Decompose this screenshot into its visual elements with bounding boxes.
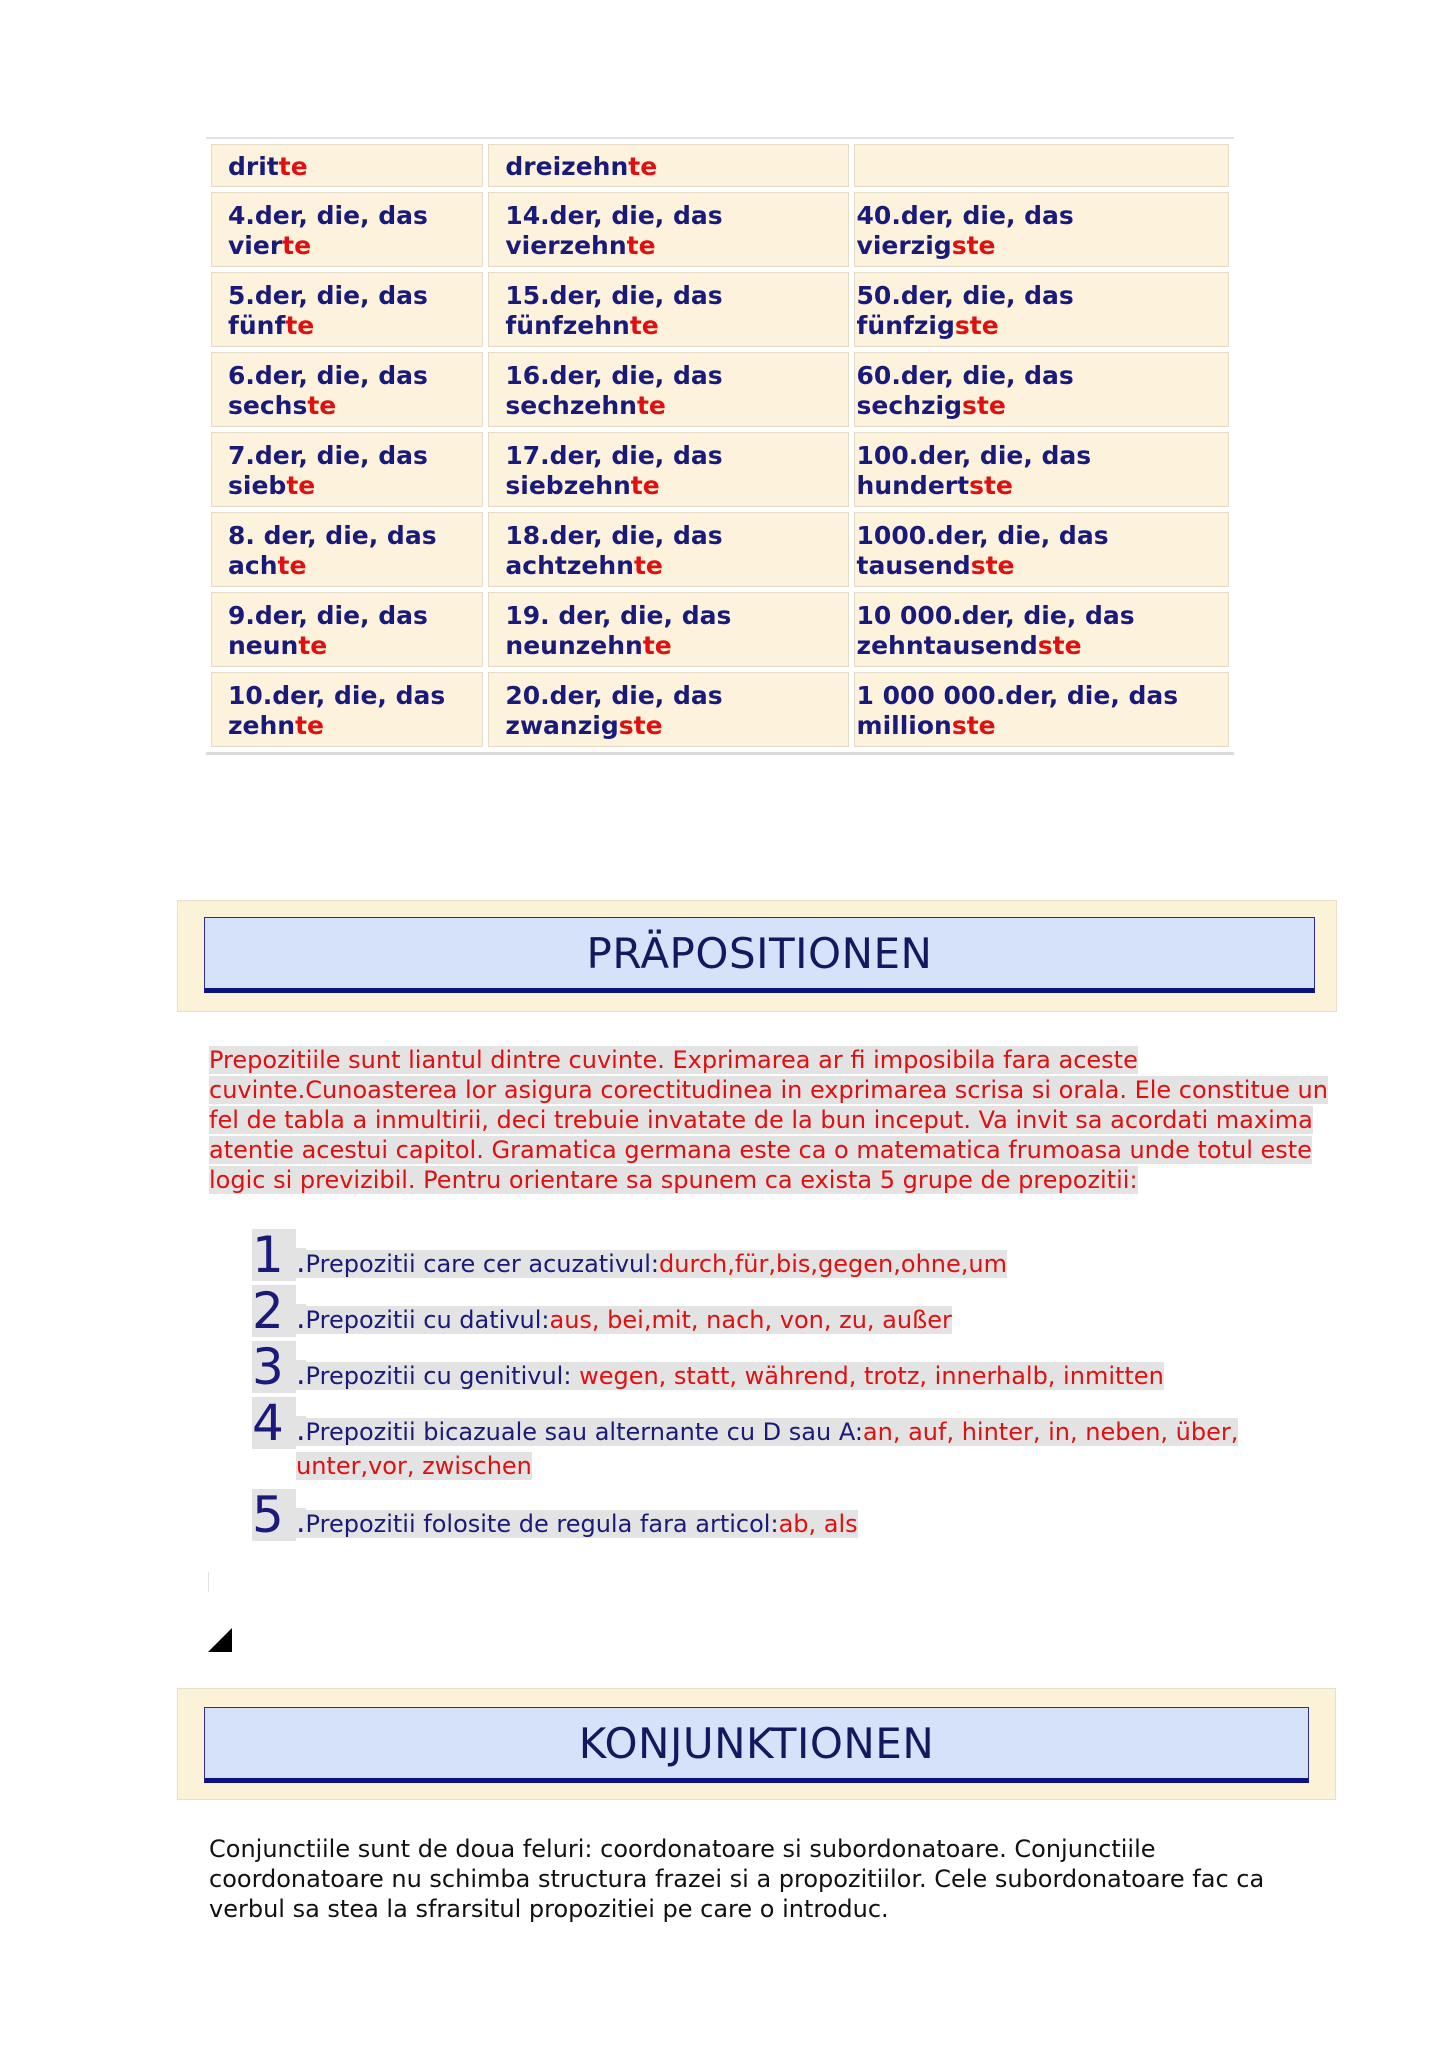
- list-number: 2: [252, 1285, 296, 1337]
- table-cell: [854, 144, 1229, 187]
- table-cell: 60.der, die, das sechzigste: [854, 352, 1229, 427]
- table-cell: 15.der, die, das fünfzehnte: [488, 272, 848, 347]
- section-title: KONJUNKTIONEN: [578, 1718, 935, 1768]
- list-item: 2 . Prepozitii cu dativul:aus, bei,mit, nach, von, zu, außer: [252, 1282, 952, 1340]
- intro-line: atentie acestui capitol. Gramatica germana este ca o matematica frumoasa unde totul este: [209, 1136, 1312, 1164]
- group-examples: ab, als: [778, 1510, 858, 1538]
- list-number: 1: [252, 1229, 296, 1281]
- table-row: [211, 592, 1229, 667]
- konjunktionen-title-box: [204, 1707, 1309, 1783]
- praepositionen-title-box: [204, 917, 1315, 993]
- group-label: Prepozitii care cer acuzativul:: [305, 1250, 660, 1278]
- list-number: 3: [252, 1341, 296, 1393]
- list-number: 5: [252, 1489, 296, 1541]
- group-examples: aus, bei,mit, nach, von, zu, außer: [549, 1306, 952, 1334]
- group-examples: durch,für,bis,gegen,ohne,um: [659, 1250, 1007, 1278]
- group-label: Prepozitii bicazuale sau alternante cu D sau A:: [305, 1418, 863, 1446]
- group-label: Prepozitii cu dativul:: [305, 1306, 550, 1334]
- intro-line: cuvinte.Cunoasterea lor asigura corectitudinea in exprimarea scrisa si orala. Ele constitue un: [209, 1076, 1328, 1104]
- text-line: Conjunctiile sunt de doua feluri: coordonatoare si subordonatoare. Conjunctiile: [209, 1835, 1156, 1863]
- table-cell: 10 000.der, die, das zehntausendste: [854, 592, 1229, 667]
- table-row: [211, 144, 1229, 187]
- konjunktionen-text: [209, 1834, 1359, 1924]
- table-row: [211, 432, 1229, 507]
- list-item-continuation: [252, 1449, 1312, 1485]
- praepositionen-intro: [209, 1045, 1369, 1195]
- table-cell: 6.der, die, das sechste: [211, 352, 483, 427]
- text-line: verbul sa stea la sfrarsitul propozitiei pe care o introduc.: [209, 1895, 889, 1923]
- list-number: 4: [252, 1397, 296, 1449]
- table-cell: dreizehnte: [488, 144, 848, 187]
- intro-line: logic si previzibil. Pentru orientare sa spunem ca exista 5 grupe de prepozitii:: [209, 1166, 1138, 1194]
- table-cell: 9.der, die, das neunte: [211, 592, 483, 667]
- preposition-groups-list: [252, 1225, 1312, 1544]
- table-cell: 100.der, die, das hundertste: [854, 432, 1229, 507]
- group-examples: an, auf, hinter, in, neben, über,: [862, 1418, 1239, 1446]
- list-item: 3 . Prepozitii cu genitivul: wegen, statt, während, trotz, innerhalb, inmitten: [252, 1338, 1164, 1396]
- intro-line: Prepozitiile sunt liantul dintre cuvinte. Exprimarea ar fi imposibila fara aceste: [209, 1046, 1138, 1074]
- table-cell: 20.der, die, das zwanzigste: [488, 672, 848, 747]
- table-cell: 16.der, die, das sechzehnte: [488, 352, 848, 427]
- list-item: 1 . Prepozitii care cer acuzativul:durch,für,bis,gegen,ohne,um: [252, 1226, 1007, 1284]
- list-item: 5 . Prepozitii folosite de regula fara articol:ab, als: [252, 1486, 858, 1544]
- list-item: 4 . Prepozitii bicazuale sau alternante cu D sau A:an, auf, hinter, in, neben, über,: [252, 1394, 1239, 1452]
- konjunktionen-banner: [177, 1688, 1336, 1800]
- table-cell: 14.der, die, das vierzehnte: [488, 192, 848, 267]
- table-cell: 1 000 000.der, die, das millionste: [854, 672, 1229, 747]
- table-cell: 8. der, die, das achte: [211, 512, 483, 587]
- table-cell: 10.der, die, das zehnte: [211, 672, 483, 747]
- table-row: [211, 352, 1229, 427]
- group-examples: wegen, statt, während, trotz, innerhalb, inmitten: [579, 1362, 1164, 1390]
- table-cell: 40.der, die, das vierzigste: [854, 192, 1229, 267]
- table-cell: 17.der, die, das siebzehnte: [488, 432, 848, 507]
- table-cell: 5.der, die, das fünfte: [211, 272, 483, 347]
- table-cell: 50.der, die, das fünfzigste: [854, 272, 1229, 347]
- text-line: coordonatoare nu schimba structura frazei si a propozitiilor. Cele subordonatoare fac ca: [209, 1865, 1265, 1893]
- group-examples-continued: unter,vor, zwischen: [296, 1452, 532, 1480]
- table-row: [211, 672, 1229, 747]
- table-row: [211, 272, 1229, 347]
- table-cell: 19. der, die, das neunzehnte: [488, 592, 848, 667]
- intro-line: fel de tabla a inmultirii, deci trebuie invatate de la bun inceput. Va invit sa acordati maxima: [209, 1106, 1313, 1134]
- section-title: PRÄPOSITIONEN: [586, 928, 933, 978]
- table-row: [211, 192, 1229, 267]
- table-cell: 4.der, die, das vierte: [211, 192, 483, 267]
- group-label: Prepozitii folosite de regula fara articol:: [305, 1510, 779, 1538]
- table-cell: 7.der, die, das siebte: [211, 432, 483, 507]
- table-row: [211, 512, 1229, 587]
- table-cell: dritte: [211, 144, 483, 187]
- divider: [208, 1572, 209, 1592]
- ordinal-numbers-table: [206, 137, 1234, 755]
- group-label: Prepozitii cu genitivul:: [305, 1362, 580, 1390]
- table-cell: 1000.der, die, das tausendste: [854, 512, 1229, 587]
- praepositionen-banner: [177, 900, 1337, 1012]
- corner-triangle-icon: [208, 1628, 232, 1652]
- table-cell: 18.der, die, das achtzehnte: [488, 512, 848, 587]
